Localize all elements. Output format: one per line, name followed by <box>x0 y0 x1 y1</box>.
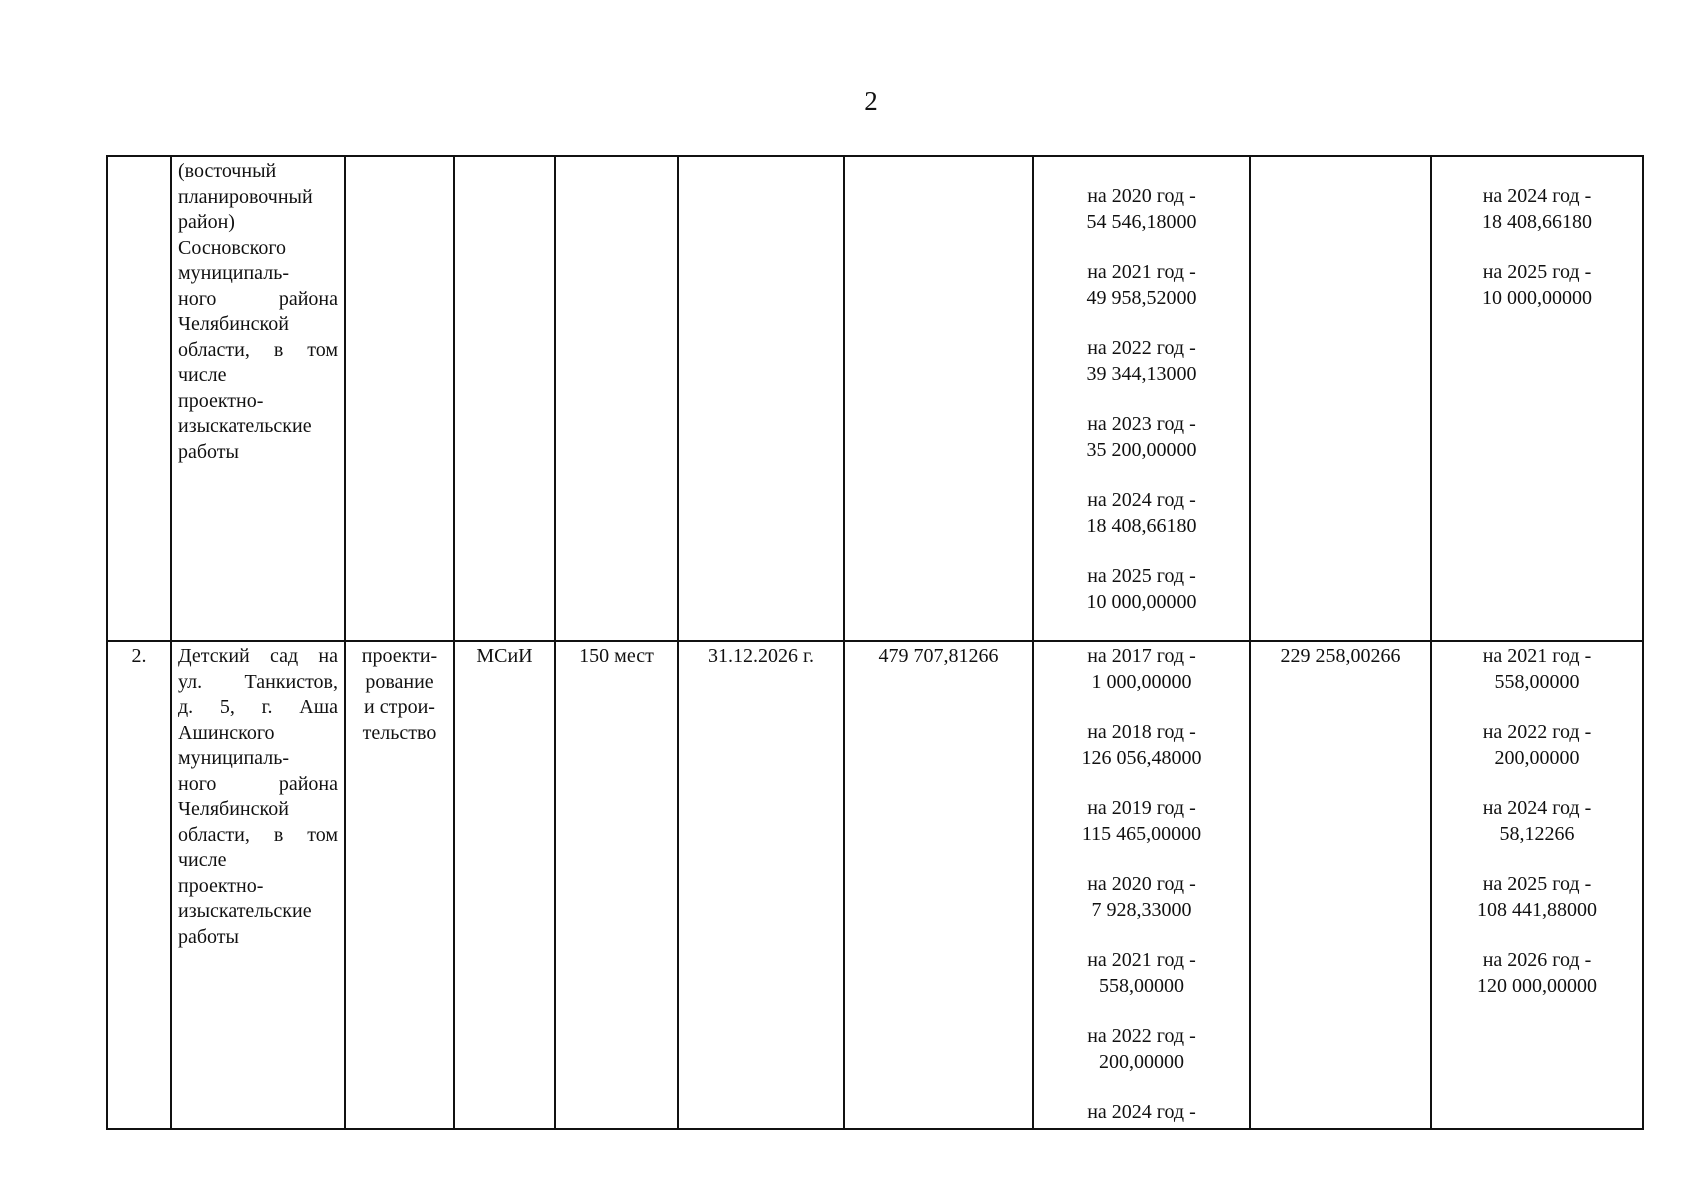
financing-year: на 2025 год - <box>1087 565 1196 587</box>
row-number-cell <box>107 156 171 641</box>
object-name-line: ного района <box>178 287 338 310</box>
financing-item <box>1040 720 1243 771</box>
financing-item <box>1040 872 1243 923</box>
object-name-line: Челябинской <box>178 798 289 820</box>
plan-item <box>1438 872 1636 923</box>
financing-amount: 35 200,00000 <box>1086 438 1197 461</box>
financing-year: на 2020 год - <box>1087 873 1196 895</box>
financing-item <box>1040 336 1243 387</box>
object-name-line: проектно- <box>178 874 264 897</box>
total-cost-cell: 479 707,81266 <box>844 641 1033 1129</box>
object-name-line: Сосновского <box>178 236 287 259</box>
object-name-line: области, в том <box>178 338 338 361</box>
plan-item <box>1438 948 1636 999</box>
object-name-line: проектно- <box>178 389 264 412</box>
work-type-line: тельство <box>362 721 437 744</box>
investment-table <box>106 155 1644 1130</box>
financing-item <box>1040 1100 1243 1126</box>
object-name-line: изыскательские <box>178 415 312 437</box>
plan-cell <box>1431 641 1643 1129</box>
plan-amount: 120 000,00000 <box>1477 974 1597 997</box>
object-name-line: работы <box>178 925 239 948</box>
financing-amount: 39 344,13000 <box>1086 362 1197 385</box>
plan-amount: 558,00000 <box>1494 670 1580 693</box>
financing-item <box>1040 488 1243 539</box>
work-type-cell <box>345 156 454 641</box>
financing-item <box>1040 564 1243 615</box>
object-name-cell <box>171 641 345 1129</box>
work-type-line: и строи- <box>364 696 435 718</box>
plan-item <box>1438 796 1636 847</box>
object-name-line: ул. Танкистов, <box>178 670 338 693</box>
total-cost-cell <box>844 156 1033 641</box>
plan-year: на 2022 год - <box>1482 721 1592 743</box>
financing-item <box>1040 260 1243 311</box>
object-name-line: муниципаль- <box>178 262 289 284</box>
page-number: 2 <box>864 86 878 116</box>
financing-year: на 2020 год - <box>1087 185 1196 207</box>
financing-amount: 115 465,00000 <box>1081 822 1202 845</box>
plan-amount: 10 000,00000 <box>1482 286 1592 309</box>
plan-cell <box>1431 156 1643 641</box>
plan-item <box>1438 260 1636 311</box>
capacity-cell <box>555 156 678 641</box>
plan-year: на 2026 год - <box>1482 949 1592 971</box>
financing-amount: 18 408,66180 <box>1086 514 1197 537</box>
plan-item <box>1438 184 1636 235</box>
table-row <box>107 156 1643 641</box>
plan-year: на 2025 год - <box>1482 873 1592 895</box>
remaining-cost-cell <box>1250 156 1431 641</box>
financing-amount: 1 000,00000 <box>1091 670 1192 693</box>
financing-amount: 10 000,00000 <box>1086 590 1197 613</box>
financing-year: на 2024 год - <box>1087 1101 1196 1123</box>
object-name-line: числе <box>178 364 227 386</box>
financing-year: на 2022 год - <box>1087 337 1196 359</box>
financing-year: на 2017 год - <box>1087 645 1196 667</box>
financing-amount: 49 958,52000 <box>1086 286 1197 309</box>
financing-item <box>1040 796 1243 847</box>
object-name-line: Челябинской <box>178 313 289 335</box>
deadline-cell <box>678 156 844 641</box>
customer-cell <box>454 156 555 641</box>
work-type-cell <box>345 641 454 1129</box>
financing-year: на 2018 год - <box>1087 721 1196 743</box>
plan-year: на 2024 год - <box>1482 185 1592 207</box>
plan-item <box>1438 720 1636 771</box>
financing-cell <box>1033 156 1250 641</box>
financing-item <box>1040 412 1243 463</box>
financing-year: на 2021 год - <box>1087 949 1196 971</box>
deadline-cell: 31.12.2026 г. <box>678 641 844 1129</box>
object-name-line: изыскательские <box>178 900 312 922</box>
financing-item <box>1040 184 1243 235</box>
financing-year: на 2023 год - <box>1087 413 1196 435</box>
financing-year: на 2022 год - <box>1087 1025 1196 1047</box>
object-name-line: числе <box>178 849 227 871</box>
object-name-line: муниципаль- <box>178 747 289 769</box>
plan-amount: 108 441,88000 <box>1477 898 1597 921</box>
plan-year: на 2025 год - <box>1482 261 1592 283</box>
financing-item <box>1040 644 1243 695</box>
object-name-line: Детский сад на <box>178 645 338 667</box>
financing-amount: 558,00000 <box>1099 974 1184 997</box>
work-type-line: рование <box>365 670 434 693</box>
object-name-line: области, в том <box>178 823 338 846</box>
financing-amount: 126 056,48000 <box>1081 746 1202 769</box>
plan-amount: 18 408,66180 <box>1482 210 1592 233</box>
financing-year: на 2021 год - <box>1087 261 1196 283</box>
object-name-line: район) <box>178 211 235 233</box>
object-name-line: (восточный <box>178 160 277 182</box>
financing-item <box>1040 948 1243 999</box>
financing-year: на 2024 год - <box>1087 489 1196 511</box>
financing-amount: 54 546,18000 <box>1086 210 1197 233</box>
object-name-line: работы <box>178 440 239 463</box>
object-name-line: ного района <box>178 772 338 795</box>
plan-amount: 200,00000 <box>1494 746 1580 769</box>
capacity-cell: 150 мест <box>555 641 678 1129</box>
object-name-line: д. 5, г. Аша <box>178 696 338 718</box>
customer-cell: МСиИ <box>454 641 555 1129</box>
plan-year: на 2024 год - <box>1482 797 1592 819</box>
plan-amount: 58,12266 <box>1499 822 1575 845</box>
work-type-line: проекти- <box>361 645 438 667</box>
plan-year: на 2021 год - <box>1482 645 1592 667</box>
row-number-cell: 2. <box>107 641 171 1129</box>
object-name-line: планировочный <box>178 185 313 208</box>
object-name-line: Ашинского <box>178 721 275 744</box>
plan-item <box>1438 644 1636 695</box>
financing-cell <box>1033 641 1250 1129</box>
object-name-cell <box>171 156 345 641</box>
financing-amount: 7 928,33000 <box>1091 898 1192 921</box>
remaining-cost-cell: 229 258,00266 <box>1250 641 1431 1129</box>
financing-year: на 2019 год - <box>1087 797 1196 819</box>
financing-item <box>1040 1024 1243 1075</box>
table-row <box>107 641 1643 1129</box>
financing-amount: 200,00000 <box>1099 1050 1184 1073</box>
